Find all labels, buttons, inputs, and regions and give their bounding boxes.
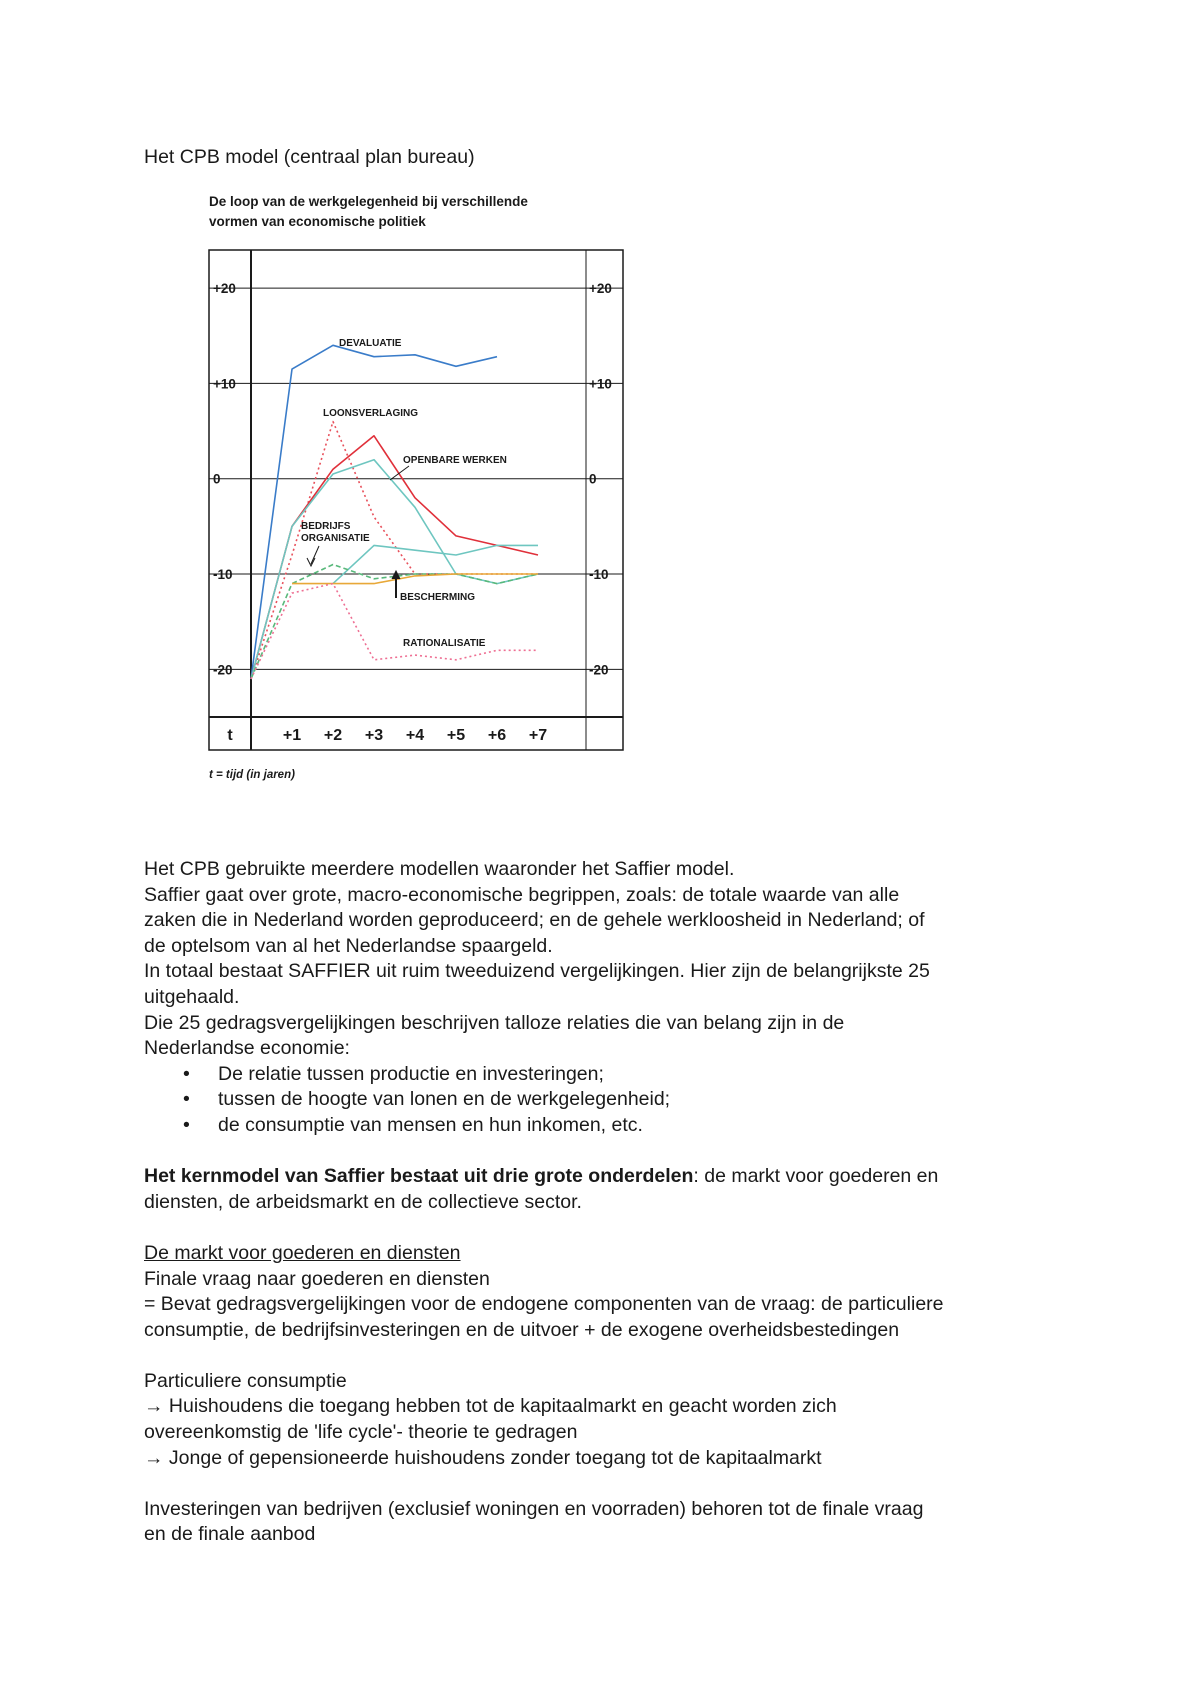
section-heading-consumptie: Particuliere consumptie	[144, 1369, 347, 1392]
list-item	[144, 1062, 1074, 1088]
series-line-rationalisatie	[251, 584, 538, 679]
paragraph-gedrag-line-1: = Bevat gedragsvergelijkingen voor de endogene componenten van de vraag: de particuliere	[144, 1293, 944, 1316]
y-tick-label-right: 0	[589, 471, 597, 487]
employment-chart	[195, 190, 655, 790]
pointer-openbare-werken	[390, 466, 409, 480]
x-tick-label: +1	[282, 727, 302, 744]
series-line-teal	[333, 545, 538, 583]
pointer-arrowhead-bedrijfs	[307, 558, 315, 566]
series-line-bedrijfs-organisatie	[251, 565, 538, 679]
chart-footnote: t = tijd (in jaren)	[209, 769, 295, 781]
kernmodel-text: : de markt voor goederen en	[693, 1165, 939, 1188]
pointer-arrowhead-bescherming	[392, 571, 400, 579]
x-tick-label: +5	[446, 727, 466, 744]
document-heading: Het CPB model (centraal plan bureau)	[144, 146, 475, 168]
paragraph-equations-line-1: In totaal bestaat SAFFIER uit ruim tweeduizend vergelijkingen. Hier zijn de belangrijkste 25	[144, 960, 930, 983]
series-line-openbare-werken	[251, 436, 538, 679]
kernmodel-bold-text: Het kernmodel van Saffier bestaat uit drie grote onderdelen	[144, 1165, 694, 1188]
series-line-teal	[251, 460, 538, 679]
paragraph-cpb-models: Het CPB gebruikte meerdere modellen waaronder het Saffier model.	[144, 858, 735, 880]
list-item	[144, 1113, 1074, 1139]
label-devaluatie: DEVALUATIE	[339, 338, 402, 349]
label-loonsverlaging: LOONSVERLAGING	[323, 408, 419, 419]
bullet-icon: •	[183, 1088, 190, 1111]
chart-title-line-2: vormen van economische politiek	[209, 214, 426, 229]
paragraph-saffier-line-2: zaken die in Nederland worden geproduceerd; en de gehele werkloosheid in Nederland; of	[144, 909, 925, 932]
paragraph-relations-line-2: Nederlandse economie:	[144, 1037, 350, 1060]
section-heading-markt	[144, 1241, 1074, 1267]
x-tick-label: +2	[323, 727, 343, 744]
bullet-icon: •	[183, 1062, 190, 1085]
label-bescherming: BESCHERMING	[400, 592, 476, 603]
series-line-devaluatie	[251, 345, 497, 679]
x-tick-label: +6	[487, 727, 507, 744]
paragraph-equations-line-2: uitgehaald.	[144, 985, 240, 1008]
arrow-right-icon: →	[144, 1395, 164, 1418]
y-tick-label: +20	[213, 281, 236, 297]
series-lines	[251, 345, 538, 679]
paragraph-huishoudens-line-2: overeenkomstig de 'life cycle'- theorie te gedragen	[144, 1421, 578, 1444]
y-tick-label: 0	[213, 471, 221, 487]
list-item-text: De relatie tussen productie en investeringen;	[218, 1062, 604, 1085]
label-openbare-werken: OPENBARE WERKEN	[403, 455, 507, 466]
y-tick-label: +10	[213, 376, 236, 392]
paragraph-jonge-huishoudens	[144, 1446, 1074, 1472]
paragraph-investeringen-line-1: Investeringen van bedrijven (exclusief woningen en voorraden) behoren tot de finale vraag	[144, 1497, 924, 1520]
label-organisatie: ORGANISATIE	[301, 533, 370, 544]
x-axis-labels	[227, 727, 547, 744]
x-tick-label: +7	[528, 727, 548, 744]
x-tick-label: +3	[364, 727, 384, 744]
bullet-icon: •	[183, 1113, 190, 1136]
y-tick-label: -20	[213, 662, 233, 678]
chart-title-line-1: De loop van de werkgelegenheid bij verschillende	[209, 194, 528, 209]
jonge-text: Jonge of gepensioneerde huishoudens zonder toegang tot de kapitaalmarkt	[163, 1446, 822, 1469]
chart-frame	[209, 250, 623, 750]
y-tick-label-right: +20	[589, 281, 612, 297]
paragraph-gedrag-line-2: consumptie, de bedrijfsinvesteringen en de uitvoer + de exogene overheidsbestedingen	[144, 1318, 900, 1341]
label-bedrijfs: BEDRIJFS	[301, 521, 351, 532]
list-item-text: de consumptie van mensen en hun inkomen, etc.	[218, 1113, 643, 1136]
chart-canvas	[195, 190, 655, 790]
y-tick-label: -10	[213, 567, 233, 583]
paragraph-relations-line-1: Die 25 gedragsvergelijkingen beschrijven talloze relaties die van belang zijn in de	[144, 1011, 845, 1034]
paragraph-saffier-line-3: de optelsom van al het Nederlandse spaargeld.	[144, 934, 553, 957]
pointer-bedrijfsorganisatie	[311, 546, 319, 564]
paragraph-kernmodel-line-1	[144, 1164, 1074, 1190]
gridlines	[209, 288, 623, 669]
section-heading-markt-text: De markt voor goederen en diensten	[144, 1241, 461, 1264]
paragraph-kernmodel-line-2: diensten, de arbeidsmarkt en de collectieve sector.	[144, 1190, 582, 1213]
list-item	[144, 1087, 1074, 1113]
label-rationalisatie: RATIONALISATIE	[403, 638, 486, 649]
x-tick-label: t	[227, 727, 233, 744]
paragraph-finale-vraag: Finale vraag naar goederen en diensten	[144, 1267, 490, 1290]
paragraph-saffier-line-1: Saffier gaat over grote, macro-economische begrippen, zoals: de totale waarde van alle	[144, 883, 900, 906]
paragraph-investeringen-line-2: en de finale aanbod	[144, 1523, 316, 1546]
y-tick-label-right: -10	[589, 567, 609, 583]
huishoudens-text: Huishoudens die toegang hebben tot de kapitaalmarkt en geacht worden zich	[163, 1395, 837, 1418]
y-tick-label-right: -20	[589, 662, 609, 678]
list-item-text: tussen de hoogte van lonen en de werkgelegenheid;	[218, 1088, 671, 1111]
body-text	[144, 857, 1074, 1548]
relations-list	[144, 1062, 1074, 1139]
y-tick-label-right: +10	[589, 376, 612, 392]
x-tick-label: +4	[405, 727, 425, 744]
arrow-right-icon: →	[144, 1446, 164, 1469]
paragraph-huishoudens-line-1	[144, 1394, 1074, 1420]
